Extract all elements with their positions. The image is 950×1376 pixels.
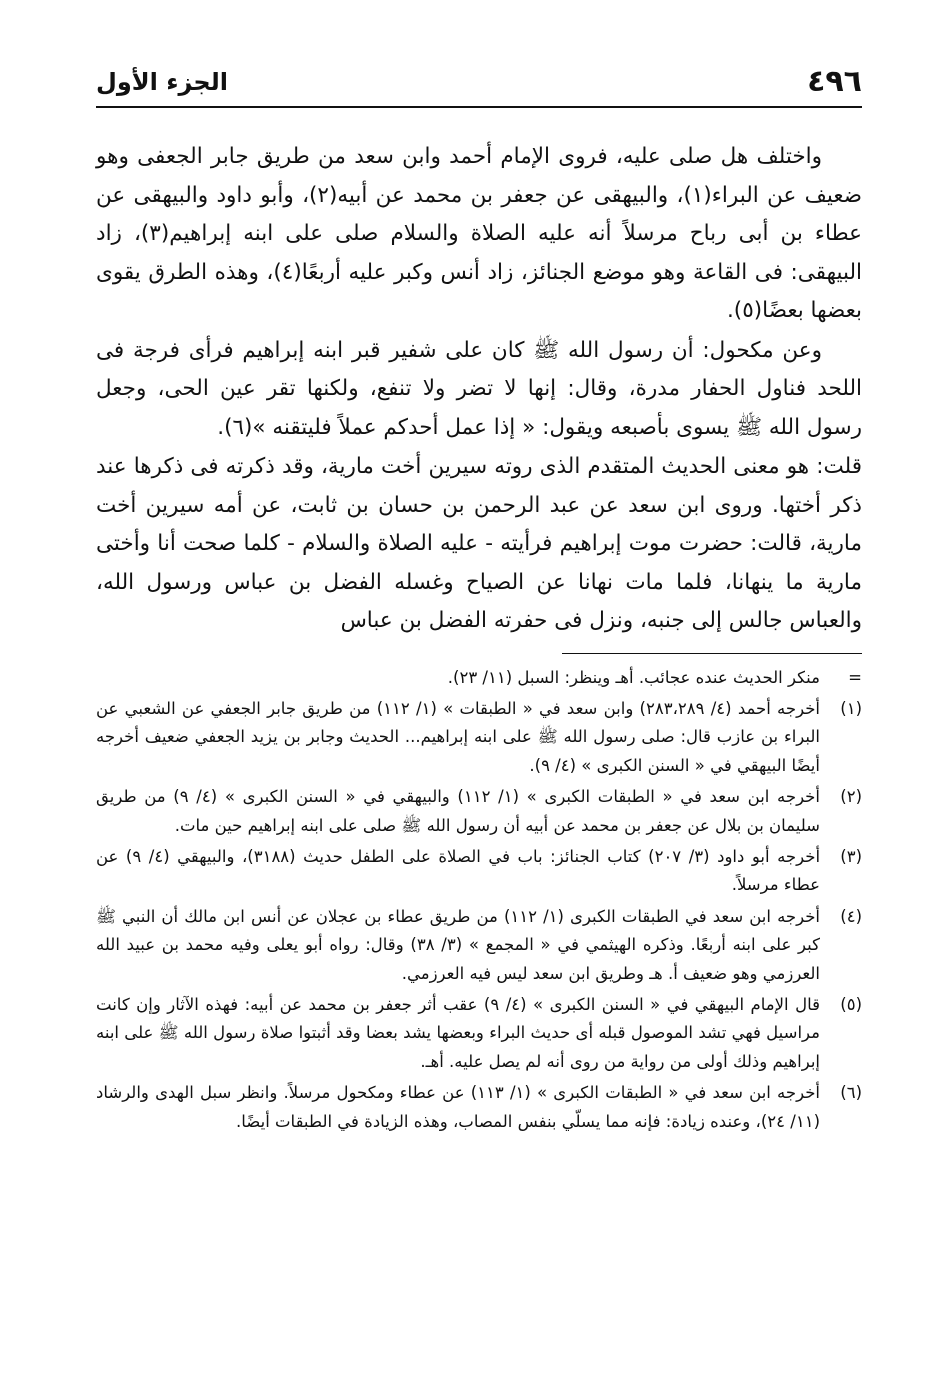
footnote-number: (٢) bbox=[840, 787, 862, 807]
footnote-text: قال الإمام البيهقي في « السنن الكبرى » (٤/ ٩) عقب أثر جعفر بن محمد عن أبيه: فهذه الآثار وإن كانت مراسيل فهي تشد الموصول قبله أى حديث البراء وبعضها يشد بعضا وقد أثبتوا صلاة رسول الله ﷺ على ابنه إبراهيم وذلك أولى من رواية من روى أنه لم يصل عليه. أهـ. bbox=[96, 994, 820, 1071]
footnote bbox=[96, 843, 862, 900]
footnote-separator bbox=[562, 653, 862, 654]
footnote bbox=[96, 903, 862, 988]
footnotes bbox=[96, 664, 862, 1137]
footnote-number: (٦) bbox=[840, 1083, 862, 1103]
paragraph: وعن مكحول: أن رسول الله ﷺ كان على شفير قبر ابنه إبراهيم فرأى فرجة فى اللحد فناول الحفار مدرة، وقال: إنها لا تضر ولا تنفع، ولكنها تقر عين الحى، وجعل رسول الله ﷺ يسوى بأصبعه ويقول: « إذا عمل أحدكم عملاً فليتقنه »(٦). bbox=[96, 337, 862, 440]
footnote-text: أخرجه ابن سعد في « الطبقات الكبرى » (١/ ١١٢) والبيهقي في « السنن الكبرى » (٤/ ٩) من طريق سليمان بن بلال عن جعفر بن محمد عن أبيه أن رسول الله ﷺ صلى على ابنه إبراهيم حين مات. bbox=[96, 787, 820, 835]
paragraph: واختلف هل صلى عليه، فروى الإمام أحمد وابن سعد من طريق جابر الجعفى وهو ضعيف عن البراء(١)، والبيهقى عن جعفر بن محمد عن أبيه(٢)، وأبو داود والبيهقى عن عطاء بن أبى رباح مرسلاً أنه عليه الصلاة والسلام صلى على ابنه إبراهيم(٣)، زاد البيهقى: فى القاعة وهو موضع الجنائز، زاد أنس وكبر عليه أربعًا(٤)، وهذه الطرق يقوى بعضها بعضًا(٥). bbox=[96, 144, 863, 323]
footnote bbox=[96, 1079, 862, 1136]
footnote bbox=[96, 695, 862, 780]
main-text bbox=[96, 138, 862, 641]
footnote-text: أخرجه أحمد (٤/ ٢٨٣،٢٨٩) وابن سعد في « الطبقات » (١/ ١١٢) من طريق جابر الجعفي عن الشعبي عن البراء بن عازب قال: صلى رسول الله ﷺ على ابنه إبراهيم... الحديث وجابر بن يزيد الجعفي ضعيف أخرجه أيضًا البيهقي في « السنن الكبرى » (٤/ ٩). bbox=[96, 698, 820, 775]
footnote-number: (٣) bbox=[840, 846, 862, 866]
running-title: الجزء الأول bbox=[96, 68, 228, 96]
footnote bbox=[96, 991, 862, 1076]
footnote-text: أخرجه أبو داود (٣/ ٢٠٧) كتاب الجنائز: باب في الصلاة على الطفل حديث (٣١٨٨)، والبيهقي (٤/ ٩) عن عطاء مرسلاً. bbox=[96, 846, 821, 895]
footnote-number: = bbox=[848, 667, 862, 687]
footnote bbox=[96, 783, 862, 840]
page-number: ٤٩٦ bbox=[807, 64, 862, 99]
paragraph: قلت: هو معنى الحديث المتقدم الذى روته سيرين أخت مارية، وقد ذكرته فى ذكرها عند ذكر أختها. وروى ابن سعد عن عبد الرحمن بن حسان بن ثابت، عن أمه سيرين أخت مارية، قالت: حضرت موت إبراهيم فرأيته - عليه الصلاة والسلام - كلما صحت أنا وأختى مارية ما ينهانا، فلما مات نهانا عن الصياح وغسله الفضل بن عباس ورسول الله، والعباس جالس إلى جنبه، ونزل فى حفرته الفضل بن عباس bbox=[96, 454, 862, 633]
footnote-number: (٥) bbox=[840, 994, 862, 1014]
footnote-number: (٤) bbox=[840, 906, 862, 926]
book-page bbox=[96, 58, 862, 1139]
footnote-number: (١) bbox=[840, 698, 862, 718]
footnote-text: أخرجه ابن سعد في « الطبقات الكبرى » (١/ ١١٣) عن عطاء ومكحول مرسلاً. وانظر سبل الهدى والرشاد (١١/ ٢٤)، وعنده زيادة: فإنه مما يسلّي بنفس المصاب، وهذه الزيادة في الطبقات أيضًا. bbox=[96, 1083, 820, 1131]
footnote bbox=[96, 664, 862, 692]
footnote-text: منكر الحديث عنده عجائب. أهـ وينظر: السبل (١١/ ٢٣). bbox=[447, 667, 820, 687]
footnote-text: أخرجه ابن سعد في الطبقات الكبرى (١/ ١١٢) من طريق عطاء بن عجلان عن أنس ابن مالك أن النبي ﷺ كبر على ابنه أربعًا. وذكره الهيثمي في « المجمع » (٣/ ٣٨) وقال: رواه أبو يعلى وفيه محمد بن عبيد الله العرزمي وهو ضعيف أ. هـ وطريق ابن سعد ليس فيه العرزمي. bbox=[96, 906, 821, 983]
page-header bbox=[96, 58, 862, 108]
